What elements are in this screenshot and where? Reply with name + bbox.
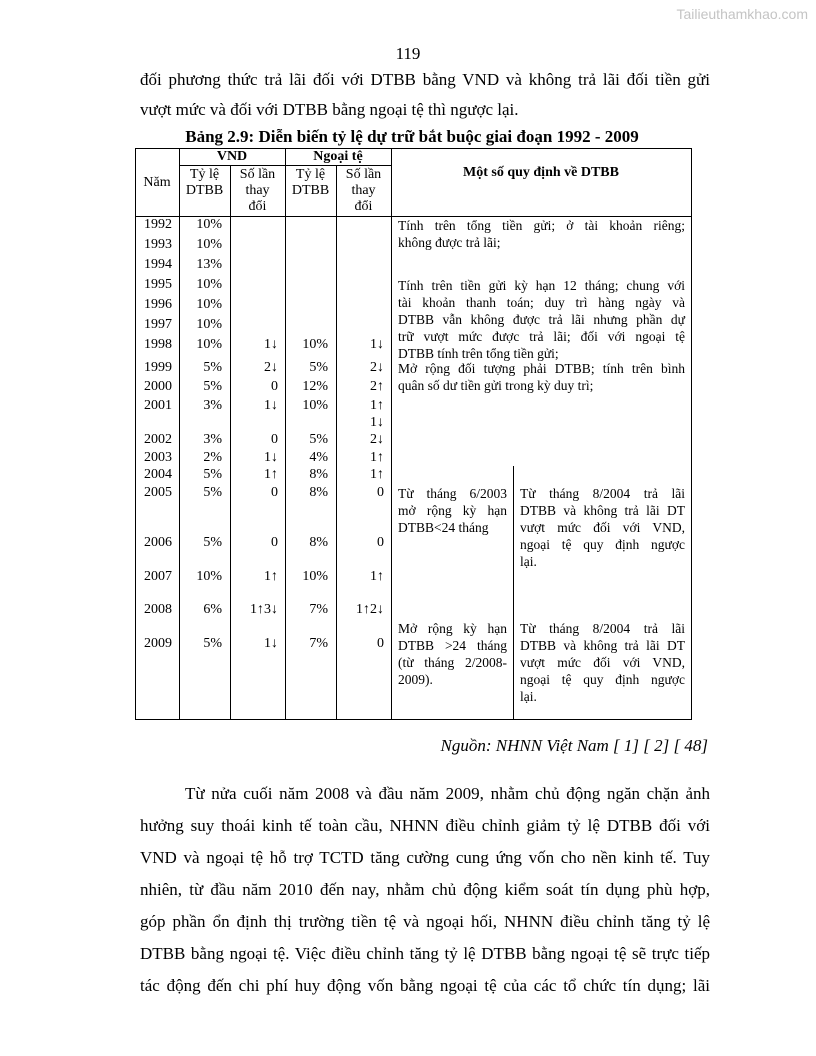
cell-vnd-rate: 5% (203, 636, 222, 651)
header-vnd-changes: đổi (248, 199, 267, 214)
cell-fx-changes: 2↑ (370, 379, 384, 394)
cell-year: 2002 (144, 432, 172, 447)
note-2008-left (398, 620, 507, 688)
table-title: Bảng 2.9: Diễn biến tỷ lệ dự trữ bắt buộc giai đoạn 1992 - 2009 (185, 127, 639, 146)
cell-year: 2001 (144, 398, 172, 413)
cell-vnd-rate: 5% (203, 360, 222, 375)
header-year: Năm (143, 175, 171, 190)
watermark: Tailieuthamkhao.com (676, 6, 808, 22)
cell-fx-rate: 8% (309, 535, 328, 550)
body-line: VND và ngoại tệ hỗ trợ TCTD tăng cường cung ứng vốn cho nền kinh tế. Tuy (140, 848, 710, 867)
cell-vnd-rate: 10% (196, 277, 222, 292)
cell-fx-rate: 12% (302, 379, 328, 394)
header-fx-rate: Tỷ lệ (295, 167, 326, 182)
cell-vnd-rate: 3% (203, 432, 222, 447)
cell-vnd-changes: 1↓ (264, 337, 278, 352)
cell-fx-changes: 1↑ (370, 398, 384, 413)
cell-fx-rate: 10% (302, 337, 328, 352)
cell-fx-changes: 1↑ (370, 569, 384, 584)
note-line: lại. (520, 554, 537, 569)
header-vnd-rate: Tỷ lệ (189, 167, 220, 182)
cell-year: 1998 (144, 337, 172, 352)
note-line: vượt mức đối với VND, (520, 520, 685, 535)
cell-vnd-rate: 2% (203, 450, 222, 465)
cell-vnd-rate: 10% (196, 237, 222, 252)
cell-fx-changes: 1↓ (370, 415, 384, 430)
cell-vnd-changes: 1↑ (264, 569, 278, 584)
cell-vnd-changes: 0 (271, 432, 278, 447)
header-notes: Một số quy định về DTBB (463, 165, 619, 180)
body-line: góp phần ổn định thị trường tiền tệ và ngoại hối, NHNN điều chỉnh tăng tỷ lệ (140, 912, 710, 931)
header-fx-changes: Số lần (345, 167, 382, 182)
note-2005-left (398, 485, 507, 536)
cell-vnd-changes: 1↓ (264, 398, 278, 413)
header-vnd-rate: DTBB (185, 183, 224, 198)
note-2005-right (520, 485, 685, 570)
cell-fx-rate: 10% (302, 569, 328, 584)
cell-vnd-rate: 13% (196, 257, 222, 272)
cell-vnd-changes: 1↑3↓ (250, 602, 278, 617)
cell-vnd-rate: 10% (196, 297, 222, 312)
cell-vnd-changes: 2↓ (264, 360, 278, 375)
cell-vnd-rate: 5% (203, 535, 222, 550)
cell-year: 1993 (144, 237, 172, 252)
intro-line: vượt mức và đối với DTBB bằng ngoại tệ thì ngược lại. (140, 100, 519, 119)
cell-year: 2005 (144, 485, 172, 500)
note-line: Tính trên tổng tiền gửi; ở tài khoản riêng; (398, 218, 685, 233)
note-line: không được trả lãi; (398, 235, 501, 250)
cell-vnd-rate: 10% (196, 217, 222, 232)
cell-fx-rate: 7% (309, 636, 328, 651)
header-vnd: VND (216, 149, 248, 164)
cell-fx-changes: 2↓ (370, 432, 384, 447)
cell-vnd-changes: 1↓ (264, 450, 278, 465)
cell-vnd-rate: 3% (203, 398, 222, 413)
cell-year: 2009 (144, 636, 172, 651)
note-line: Tính trên tiền gửi kỳ hạn 12 tháng; chung với (398, 278, 685, 293)
cell-fx-changes: 1↑ (370, 450, 384, 465)
body-line: nhiên, từ đầu năm 2010 đến nay, nhằm chủ động kiểm soát tín dụng phù hợp, (140, 880, 710, 899)
cell-vnd-rate: 5% (203, 485, 222, 500)
cell-vnd-rate: 5% (203, 379, 222, 394)
note-line: DTBB tính trên tổng tiền gửi; (398, 346, 559, 361)
cell-year: 2000 (144, 379, 172, 394)
cell-fx-changes: 1↓ (370, 337, 384, 352)
cell-year: 2007 (144, 569, 172, 584)
header-vnd-changes: Số lần (239, 167, 276, 182)
body-line: hưởng suy thoái kinh tế toàn cầu, NHNN điều chỉnh giảm tỷ lệ DTBB đối với (140, 816, 710, 835)
note-line: DTBB vẫn không được trả lãi nhưng phần dự (398, 312, 685, 327)
header-vnd-changes: thay (245, 183, 270, 198)
note-line: Từ tháng 8/2004 trả lãi (520, 486, 685, 501)
note-line: quân số dư tiền gửi trong kỳ duy trì; (398, 378, 594, 393)
header-fx: Ngoại tệ (313, 149, 363, 164)
note-1992 (398, 217, 685, 251)
cell-vnd-changes: 0 (271, 379, 278, 394)
note-line: tài khoản thanh toán; duy trì hàng ngày và (398, 295, 685, 310)
note-line: Mở rộng kỳ hạn (398, 621, 507, 636)
note-line: DTBB và không trả lãi DT (520, 638, 685, 653)
cell-year: 1994 (144, 257, 172, 272)
note-line: 2009). (398, 672, 433, 687)
cell-fx-rate: 8% (309, 467, 328, 482)
body-line: Từ nửa cuối năm 2008 và đầu năm 2009, nhằm chủ động ngăn chặn ảnh (185, 784, 710, 803)
cell-year: 1999 (144, 360, 172, 375)
cell-vnd-changes: 0 (271, 535, 278, 550)
note-line: lại. (520, 689, 537, 704)
cell-fx-rate: 5% (309, 432, 328, 447)
cell-vnd-rate: 5% (203, 467, 222, 482)
note-line: (từ tháng 2/2008- (398, 655, 507, 670)
note-line: DTBB<24 tháng (398, 520, 489, 535)
note-line: mở rộng kỳ hạn (398, 503, 507, 518)
cell-vnd-rate: 10% (196, 317, 222, 332)
cell-fx-rate: 7% (309, 602, 328, 617)
cell-fx-changes: 2↓ (370, 360, 384, 375)
cell-fx-rate: 4% (309, 450, 328, 465)
body-line: tác động đến chi phí huy động vốn bằng ngoại tệ của các tổ chức tín dụng; lãi (140, 976, 710, 995)
table-source: Nguồn: NHNN Việt Nam [ 1] [ 2] [ 48] (440, 736, 708, 755)
cell-fx-changes: 1↑ (370, 467, 384, 482)
cell-year: 2006 (144, 535, 172, 550)
header-fx-changes: thay (351, 183, 376, 198)
cell-vnd-rate: 10% (196, 569, 222, 584)
note-line: vượt mức đối với VND, (520, 655, 685, 670)
note-line: ngoại tệ quy định ngược (520, 672, 685, 687)
cell-fx-changes: 0 (377, 485, 384, 500)
header-fx-rate: DTBB (291, 183, 330, 198)
cell-year: 1996 (144, 297, 172, 312)
note-line: DTBB và không trả lãi DT (520, 503, 685, 518)
cell-fx-changes: 1↑2↓ (356, 602, 384, 617)
cell-year: 1995 (144, 277, 172, 292)
cell-year: 2004 (144, 467, 172, 482)
cell-fx-rate: 5% (309, 360, 328, 375)
cell-vnd-changes: 1↓ (264, 636, 278, 651)
reserve-ratio-table (135, 148, 692, 720)
cell-fx-changes: 0 (377, 535, 384, 550)
page-number: 119 (395, 44, 421, 63)
cell-year: 1997 (144, 317, 172, 332)
note-line: ngoại tệ quy định ngược (520, 537, 685, 552)
note-line: Từ tháng 8/2004 trả lãi (520, 621, 685, 636)
intro-line: đối phương thức trả lãi đối với DTBB bằng VND và không trả lãi đối tiền gửi (140, 70, 710, 89)
cell-vnd-rate: 6% (203, 602, 222, 617)
cell-year: 2003 (144, 450, 172, 465)
cell-vnd-changes: 1↑ (264, 467, 278, 482)
cell-vnd-rate: 10% (196, 337, 222, 352)
note-line: DTBB >24 tháng (398, 638, 507, 653)
cell-vnd-changes: 0 (271, 485, 278, 500)
note-1995 (398, 277, 685, 362)
cell-fx-changes: 0 (377, 636, 384, 651)
header-fx-changes: đổi (354, 199, 373, 214)
cell-fx-rate: 8% (309, 485, 328, 500)
body-line: DTBB bằng ngoại tệ. Việc điều chỉnh tăng tỷ lệ DTBB bằng ngoại tệ sẽ trực tiếp (140, 944, 710, 963)
cell-fx-rate: 10% (302, 398, 328, 413)
cell-year: 1992 (144, 217, 172, 232)
note-2008-right (520, 620, 685, 705)
note-line: Từ tháng 6/2003 (398, 486, 507, 501)
cell-year: 2008 (144, 602, 172, 617)
note-line: trữ vượt mức được trả lãi; đối với ngoại tệ (398, 329, 685, 344)
note-line: Mở rộng đối tượng phải DTBB; tính trên bình (398, 361, 685, 376)
note-1999 (398, 360, 685, 394)
